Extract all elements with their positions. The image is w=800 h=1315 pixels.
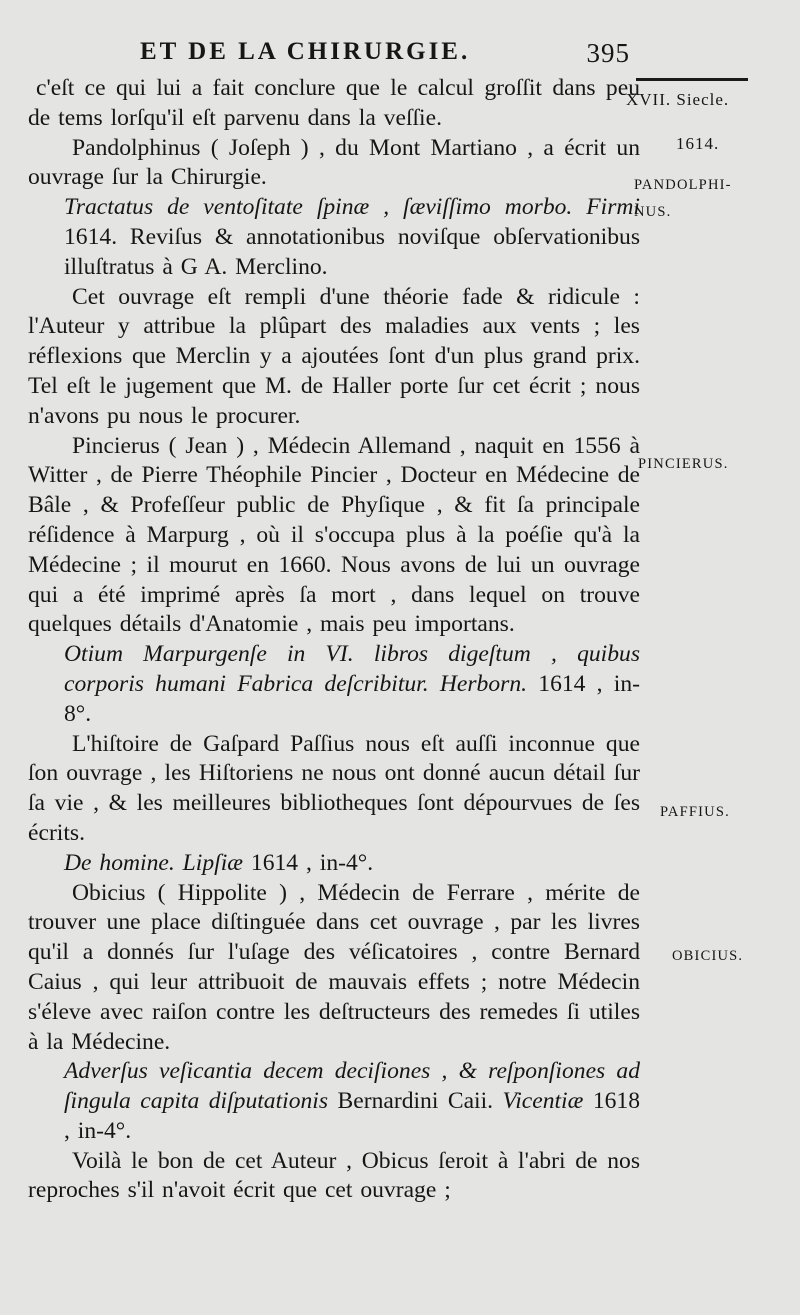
running-title: ET DE LA CHIRURGIE. <box>140 38 471 65</box>
book-title-imprint: 1614 , in-8°. <box>64 670 641 727</box>
book-title-italic: De homine. Lipſiæ <box>64 849 243 876</box>
paragraph: c'eſt ce qui lui a fait conclure que le calcul groſſit dans peu de tems lorſqu'il eſt parvenu dans la veſſie. <box>28 75 640 131</box>
book-title-imprint: 1614 , in-4°. <box>250 849 374 876</box>
margin-note-pandolphinus: PANDOLPHI- NUS. <box>634 177 732 220</box>
book-title-italic: Otium Marpurgenſe in VI. libros digeſtum , quibus corporis humani Fabrica deſcribitur. Herborn. <box>64 641 640 697</box>
book-title-author: Bernardini Caii. <box>337 1088 494 1115</box>
paragraph: Cet ouvrage eſt rempli d'une théorie fade & ridicule : l'Auteur y attribue la plûpart des maladies aux vents ; les réflexions que Merclin y a ajoutées ſont d'un plus grand prix. Tel eſt le jugement que M. de Haller porte ſur cet écrit ; nous n'avons pu nous le procurer. <box>28 283 640 429</box>
margin-note-obicius: OBICIUS. <box>672 948 744 964</box>
running-head <box>140 38 630 72</box>
margin-year: 1614. <box>676 134 720 153</box>
page-number: 395 <box>586 38 630 68</box>
paragraph: Pandolphinus ( Joſeph ) , du Mont Martiano , a écrit un ouvrage ſur la Chirurgie. <box>28 134 640 191</box>
book-title <box>28 849 640 879</box>
book-title <box>28 193 640 282</box>
margin-rule <box>636 78 748 81</box>
book-title-imprint: 1614. Reviſus & annotationibus noviſque obſervationibus illuſtratus à G A. Merclino. <box>64 223 640 280</box>
book-title-imprint: 1618 , in-4°. <box>64 1088 641 1144</box>
paragraph: Voilà le bon de cet Auteur , Obicus ſeroit à l'abri de nos reproches s'il n'avoit écrit que cet ouvrage ; <box>28 1147 640 1204</box>
book-title-italic: Tractatus de ventoſitate ſpinæ , ſæviſſimo morbo. Firmi <box>64 194 640 221</box>
margin-century: XVII. Siecle. <box>626 90 730 109</box>
book-title-place: Vicentiæ <box>502 1088 584 1115</box>
main-text <box>28 74 640 1206</box>
paragraph: Pincierus ( Jean ) , Médecin Allemand , naquit en 1556 à Witter , de Pierre Théophile Pincier , Docteur en Médecine de Bâle , & Profeſſeur public de Phyſique , & fit ſa principale réſidence à Marpurg , où il s'occupa plus à la poéſie qu'à la Médecine ; il mourut en 1660. Nous avons de lui un ouvrage qui a été imprimé après ſa mort , dans lequel on trouve quelques détails d'Anatomie , mais peu importans. <box>28 432 640 638</box>
paragraph: Obicius ( Hippolite ) , Médecin de Ferrare , mérite de trouver une place diſtinguée dans cet ouvrage , par les livres qu'il a donnés ſur l'uſage des véſicatoires , contre Bernard Caius , qui leur attribuoit de mauvais effets ; notre Médecin s'éleve avec raiſon contre les deſtructeurs des remedes ſi utiles à la Médecine. <box>28 879 640 1055</box>
book-title-italic: Adverſus veſicantia decem deciſiones , & reſponſiones ad ſingula capita diſputationis <box>64 1058 640 1115</box>
paragraph: L'hiſtoire de Gaſpard Paſſius nous eſt auſſi inconnue que ſon ouvrage , les Hiſtoriens ne nous ont donné aucun détail ſur ſa vie , & les meilleures bibliotheques ſont dépourvues de ſes écrits. <box>28 730 640 846</box>
margin-note-paffius: PAFFIUS. <box>660 804 730 820</box>
margin-note-pincierus: PINCIERUS. <box>638 456 729 472</box>
book-title <box>28 640 640 729</box>
book-title <box>28 1057 640 1146</box>
